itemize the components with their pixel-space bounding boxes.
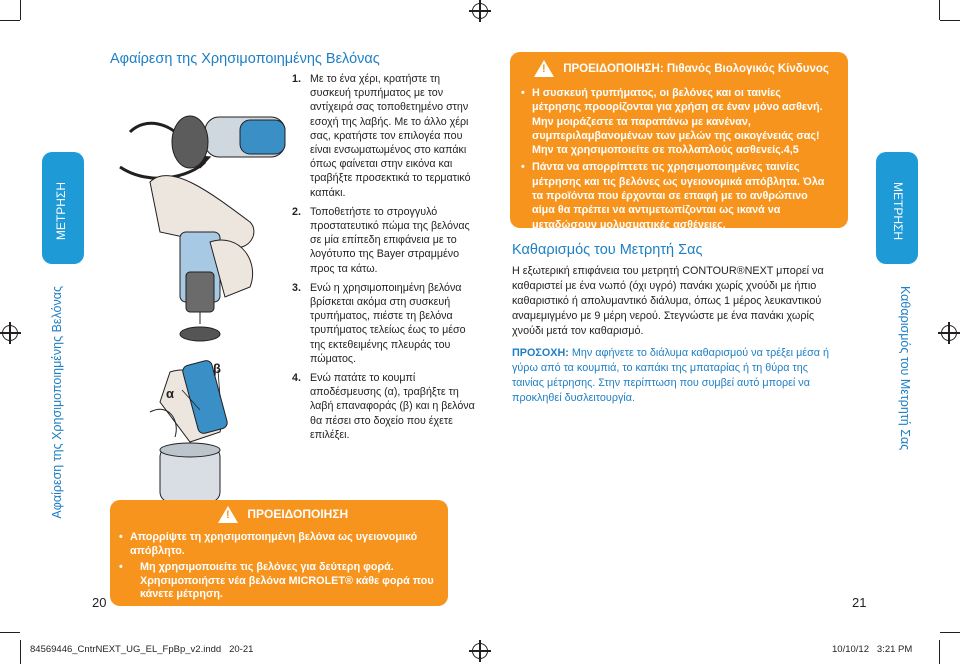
right-section-label: Καθαρισμός του Μετρητή Σας: [898, 286, 912, 451]
right-page-number: 21: [852, 595, 867, 610]
right-warning-box: [510, 52, 848, 231]
left-page-heading: Αφαίρεση της Χρησιμοποιημένης Βελόνας: [110, 51, 380, 67]
crop-mark: [20, 640, 21, 664]
warning-item: • Η συσκευή τρυπήματος, οι βελόνες και οι ταινίες μέτρησης προορίζονται για χρήση σε έναν μόνο ασθενή. Μην μοιράζεστε τα παραπάνω με κανέναν, συμπεριλαμβανομένων των μελών της οικογένειάς σας! Μην τα χρησιμοποιείτε σε πολλαπλούς ασθενείς.4,5: [518, 86, 830, 157]
step-item: 2. Τοποθετήστε το στρογγυλό προστατευτικό πώμα της βελόνας σε μία επίπεδη επιφάνεια με το λογότυπο της Bayer στραμμένο προς τα κάτω.: [292, 205, 470, 275]
needle-removal-illustration: [110, 72, 290, 502]
warning-icon: !: [534, 60, 554, 77]
warning-icon: !: [218, 506, 238, 523]
registration-mark-icon: [472, 643, 488, 659]
left-warning-box: [110, 500, 448, 606]
crop-mark: [940, 632, 960, 633]
figure-label-a: α: [166, 386, 174, 401]
left-section-label: Αφαίρεση της Χρησιμοποιημένης Βελόνας: [50, 286, 64, 519]
step-item: 4. Ενώ πατάτε το κουμπί αποδέσμευσης (α), τραβήξτε τη λαβή επαναφοράς (β) και η βελόνα θα πέσει στο δοχείο που έχετε επιλέξει.: [292, 372, 475, 441]
caution-text: Μην αφήνετε το διάλυμα καθαρισμού να τρέξει μέσα ή γύρω από τα κουμπιά, το καπάκι της μπαταρίας ή τη θύρα της ταινίας μέτρησης. Στην περίπτωση που συμβεί αυτό μπορεί να προκληθεί δυσλειτουργία.: [512, 347, 830, 404]
crop-mark: [940, 20, 960, 21]
lancing-device-top-icon: [150, 116, 285, 248]
crop-mark: [0, 632, 20, 633]
lancing-device-middle-icon: [180, 232, 253, 341]
right-side-tab: [876, 152, 918, 264]
slug-date: 10/10/12 3:21 PM: [832, 644, 913, 655]
crop-mark: [0, 20, 20, 21]
left-side-tab: [42, 152, 84, 264]
warning-item: • Πάντα να απορρίπτετε τις χρησιμοποιημένες ταινίες μέτρησης και τις βελόνες ως υγειονομικά απόβλητα. Όλα τα προϊόντα που έρχονται σε επαφή με το ανθρώπινο αίμα θα πρέπει να αντιμετωπίζονται ως ικανά να μεταδώσουν μολυσματικές ασθένειες.: [518, 160, 830, 231]
registration-mark-icon: [472, 3, 488, 19]
crop-mark: [20, 0, 21, 20]
right-page-heading: Καθαρισμός του Μετρητή Σας: [512, 242, 703, 258]
right-side-tab-label: ΜΕΤΡΗΣΗ: [891, 182, 905, 241]
slug-file-name: 84569446_CntrNEXT_UG_EL_FpBp_v2.indd 20-21: [30, 644, 254, 655]
figure-label-b: β: [213, 361, 221, 376]
steps-list: [290, 72, 480, 447]
warning-item: • Μη χρησιμοποιείτε τις βελόνες για δεύτερη φορά. Χρησιμοποιήστε νέα βελόνα MICROLET® κάθε φορά που κάνετε μέτρηση.: [116, 561, 436, 602]
registration-mark-icon: [941, 325, 957, 341]
crop-mark: [939, 0, 940, 20]
crop-mark: [939, 640, 940, 664]
left-side-tab-label: ΜΕΤΡΗΣΗ: [54, 182, 68, 241]
left-warning-title: ΠΡΟΕΙΔΟΠΟΙΗΣΗ: [247, 506, 349, 521]
caution-paragraph: [512, 346, 832, 406]
registration-mark-icon: [2, 325, 18, 341]
warning-item: • Απορρίψτε τη χρησιμοποιημένη βελόνα ως υγειονομικό απόβλητο.: [116, 531, 436, 558]
cleaning-body-text: Η εξωτερική επιφάνεια του μετρητή CONTOUR®NEXT μπορεί να καθαριστεί με ένα νωπό (όχι υγρό) πανάκι χωρίς χνούδι με ήπιο καθαριστικό ή απολυμαντικό διάλυμα, όπως 1 μέρος λευκαντικού αναμεμιγμένο με 9 μέρη νερού. Στεγνώστε με ένα πανάκι χωρίς χνούδι μετά τον καθαρισμό.: [512, 265, 824, 337]
step-item: 1. Με το ένα χέρι, κρατήστε τη συσκευή τρυπήματος με τον αντίχειρά σας τοποθετημένο στην εσοχή της λαβής. Με το άλλο χέρι σας, κρατήστε τον επιλογέα που είναι ενσωματωμένος στο καπάκι όπως φαίνεται στην εικόνα και τραβήξτε προσεκτικά το τερματικό καπάκι.: [292, 73, 471, 199]
step-item: 3. Ενώ η χρησιμοποιημένη βελόνα βρίσκεται ακόμα στη συσκευή τρυπήματος, πιέστε τη βελόνα τρυπήματος τελείως έως το μέσο της εκτεθειμένης πλευράς του πώματος.: [292, 281, 466, 365]
lancing-device-bottom-icon: [150, 359, 229, 502]
right-warning-title: ΠΡΟΕΙΔΟΠΟΙΗΣΗ: Πιθανός Βιολογικός Κίνδυνος: [563, 62, 829, 75]
caution-label: ΠΡΟΣΟΧΗ:: [512, 347, 569, 359]
left-page-number: 20: [92, 595, 107, 610]
